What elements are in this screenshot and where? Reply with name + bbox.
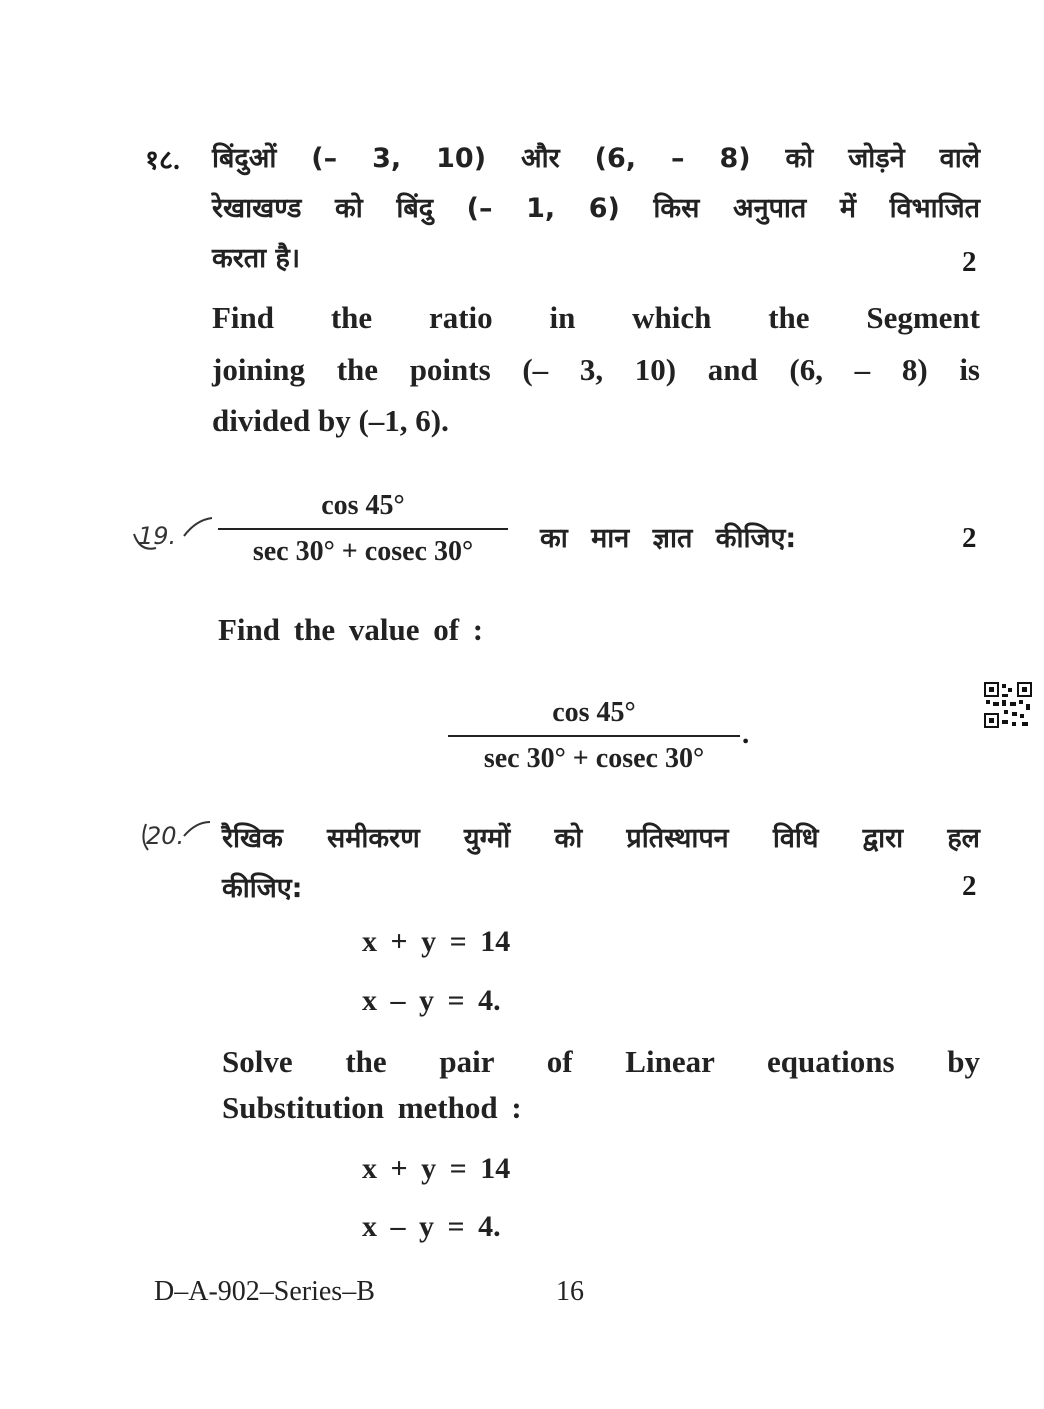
q18-english-line-3: divided by (–1, 6). xyxy=(212,403,449,438)
q19-display-denominator: sec 30° + cosec 30° xyxy=(483,743,705,774)
q20-english-line-1: Solve the pair of Linear equations by xyxy=(222,1044,980,1079)
q20-marks: 2 xyxy=(962,870,977,902)
q18-number: १८. xyxy=(145,145,180,175)
q20-tick-mark xyxy=(138,814,214,854)
q20-english-line-2: Substitution method : xyxy=(222,1090,522,1125)
q19-period: . xyxy=(742,718,750,750)
q19-display-fraction-bar xyxy=(448,735,740,737)
q19-tick-mark xyxy=(130,512,220,556)
footer-paper-code: D–A-902–Series–B xyxy=(154,1276,375,1307)
q19-marks: 2 xyxy=(962,522,977,554)
q18-hindi-line-2: रेखाखण्ड को बिंदु (– 1, 6) किस अनुपात में विभाजित xyxy=(212,193,980,224)
q19-display-fraction xyxy=(448,697,740,775)
q18-marks: 2 xyxy=(962,246,977,278)
q20-equation-en-2: x – y = 4. xyxy=(362,1210,501,1243)
q18-english-line-1: Find the ratio in which the Segment xyxy=(212,300,980,335)
q18-hindi-line-1: बिंदुओं (– 3, 10) और (6, – 8) को जोड़ने वाले xyxy=(212,143,980,174)
q19-fraction xyxy=(218,490,508,568)
q19-fraction-bar xyxy=(218,528,508,530)
q18-hindi-line-3: करता है। xyxy=(212,243,301,274)
qr-code-icon xyxy=(984,682,1032,728)
q19-denominator: sec 30° + cosec 30° xyxy=(252,536,474,567)
q19-english-text: Find the value of : xyxy=(218,612,484,647)
q20-number-handwritten: 20. xyxy=(146,822,185,850)
q19-number-handwritten: 19. xyxy=(138,522,177,550)
q20-equation-hi-2: x – y = 4. xyxy=(362,984,501,1017)
q18-english-line-2: joining the points (– 3, 10) and (6, – 8) is xyxy=(212,352,980,387)
q19-numerator: cos 45° xyxy=(321,490,405,521)
footer-page-number: 16 xyxy=(556,1276,584,1307)
q20-hindi-line-2: कीजिए: xyxy=(222,873,303,904)
q20-equation-hi-1: x + y = 14 xyxy=(362,925,511,958)
q20-equation-en-1: x + y = 14 xyxy=(362,1152,511,1185)
q19-display-numerator: cos 45° xyxy=(552,697,636,728)
q20-hindi-line-1: रैखिक समीकरण युग्मों को प्रतिस्थापन विधि द्वारा हल xyxy=(222,823,980,854)
q19-hindi-text: का मान ज्ञात कीजिए: xyxy=(540,523,797,554)
